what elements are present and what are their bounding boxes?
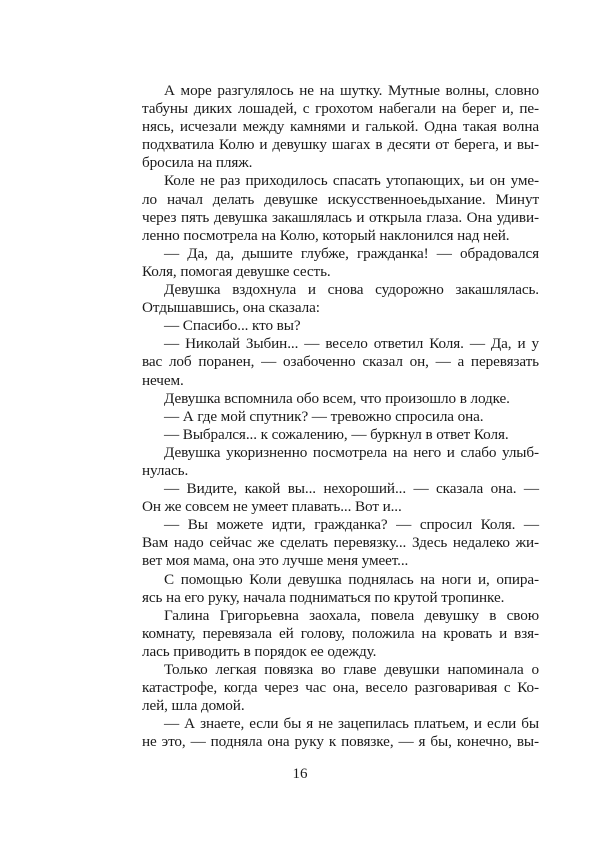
text-line: Девушка вспомнила обо всем, что произошло в лодке.: [164, 389, 510, 407]
text-line: Коле не раз приходилось спасать утопающих, ьи он уме-: [164, 172, 539, 190]
text-line: Девушка вздохнула и снова судорожно закашлялась.: [164, 281, 539, 299]
text-line: Вам надо сейчас же сделать перевязку... Здесь недалеко жи-: [142, 534, 539, 552]
text-line: лей, шла домой.: [142, 697, 245, 715]
text-line: ленно посмотрела на Колю, который наклонился над ней.: [142, 226, 510, 244]
text-line: — А знаете, если бы я не зацепилась платьем, и если бы: [164, 715, 539, 733]
text-line: не это, — подняла она руку к повязке, — я бы, конечно, вы-: [142, 733, 539, 751]
text-line: — Да, да, дышите глубже, гражданка! — обрадовался: [164, 244, 539, 262]
text-line: подхватила Колю и девушку шагах в десяти от берега, и вы-: [142, 136, 539, 154]
text-line: — Видите, какой вы... нехороший... — сказала она. —: [164, 480, 539, 498]
text-line: — А где мой спутник? — тревожно спросила она.: [164, 407, 484, 425]
text-line: Коля, помогая девушке сесть.: [142, 262, 331, 280]
text-line: нечем.: [142, 371, 184, 389]
text-line: комнату, перевязала ей голову, положила на кровать и взя-: [142, 624, 539, 642]
text-line: Только легкая повязка во главе девушки напоминала о: [164, 661, 539, 678]
body-text: [142, 82, 539, 751]
text-line: нулась.: [142, 461, 189, 479]
text-line: — Николай Зыбин... — весело ответил Коля. — Да, и у: [164, 335, 539, 353]
text-line: — Вы можете идти, гражданка? — спросил Коля. —: [164, 516, 539, 534]
text-line: Галина Григорьевна заохала, повела девушку в свою: [164, 606, 539, 624]
text-line: — Выбрался... к сожалению, — буркнул в ответ Коля.: [164, 425, 509, 443]
text-line: ясь на его руку, начала подниматься по крутой тропинке.: [142, 588, 505, 606]
text-line: нясь, исчезали между камнями и галькой. Одна такая волна: [142, 118, 539, 136]
text-line: Девушка укоризненно посмотрела на него и слабо улыб-: [164, 443, 539, 461]
text-line: Он же совсем не умеет плавать... Вот и...: [142, 498, 402, 516]
text-line: лась приводить в порядок ее одежду.: [142, 642, 377, 660]
text-line: бросила на пляж.: [142, 154, 253, 172]
text-line: табуны диких лошадей, с грохотом набегали на берег и, пе-: [142, 100, 539, 118]
text-line: через пять девушка закашлялась и открыла глаза. Она удиви-: [142, 208, 539, 226]
text-line: А море разгулялось не на шутку. Мутные волны, словно: [164, 82, 539, 99]
text-line: ло начал делать девушке искусственноеьдыхание. Минут: [142, 190, 539, 208]
text-line: Отдышавшись, она сказала:: [142, 299, 320, 317]
text-line: вас лоб поранен, — озабоченно сказал он, — а перевязать: [142, 353, 539, 371]
page-number: 16: [292, 766, 308, 782]
text-line: вет моя мама, она это лучше меня умеет...: [142, 552, 409, 570]
text-line: катастрофе, когда через час она, весело разговаривая с Ко-: [142, 679, 539, 697]
text-line: С помощью Коли девушка поднялась на ноги и, опира-: [164, 570, 539, 588]
text-line: — Спасибо... кто вы?: [164, 317, 301, 335]
